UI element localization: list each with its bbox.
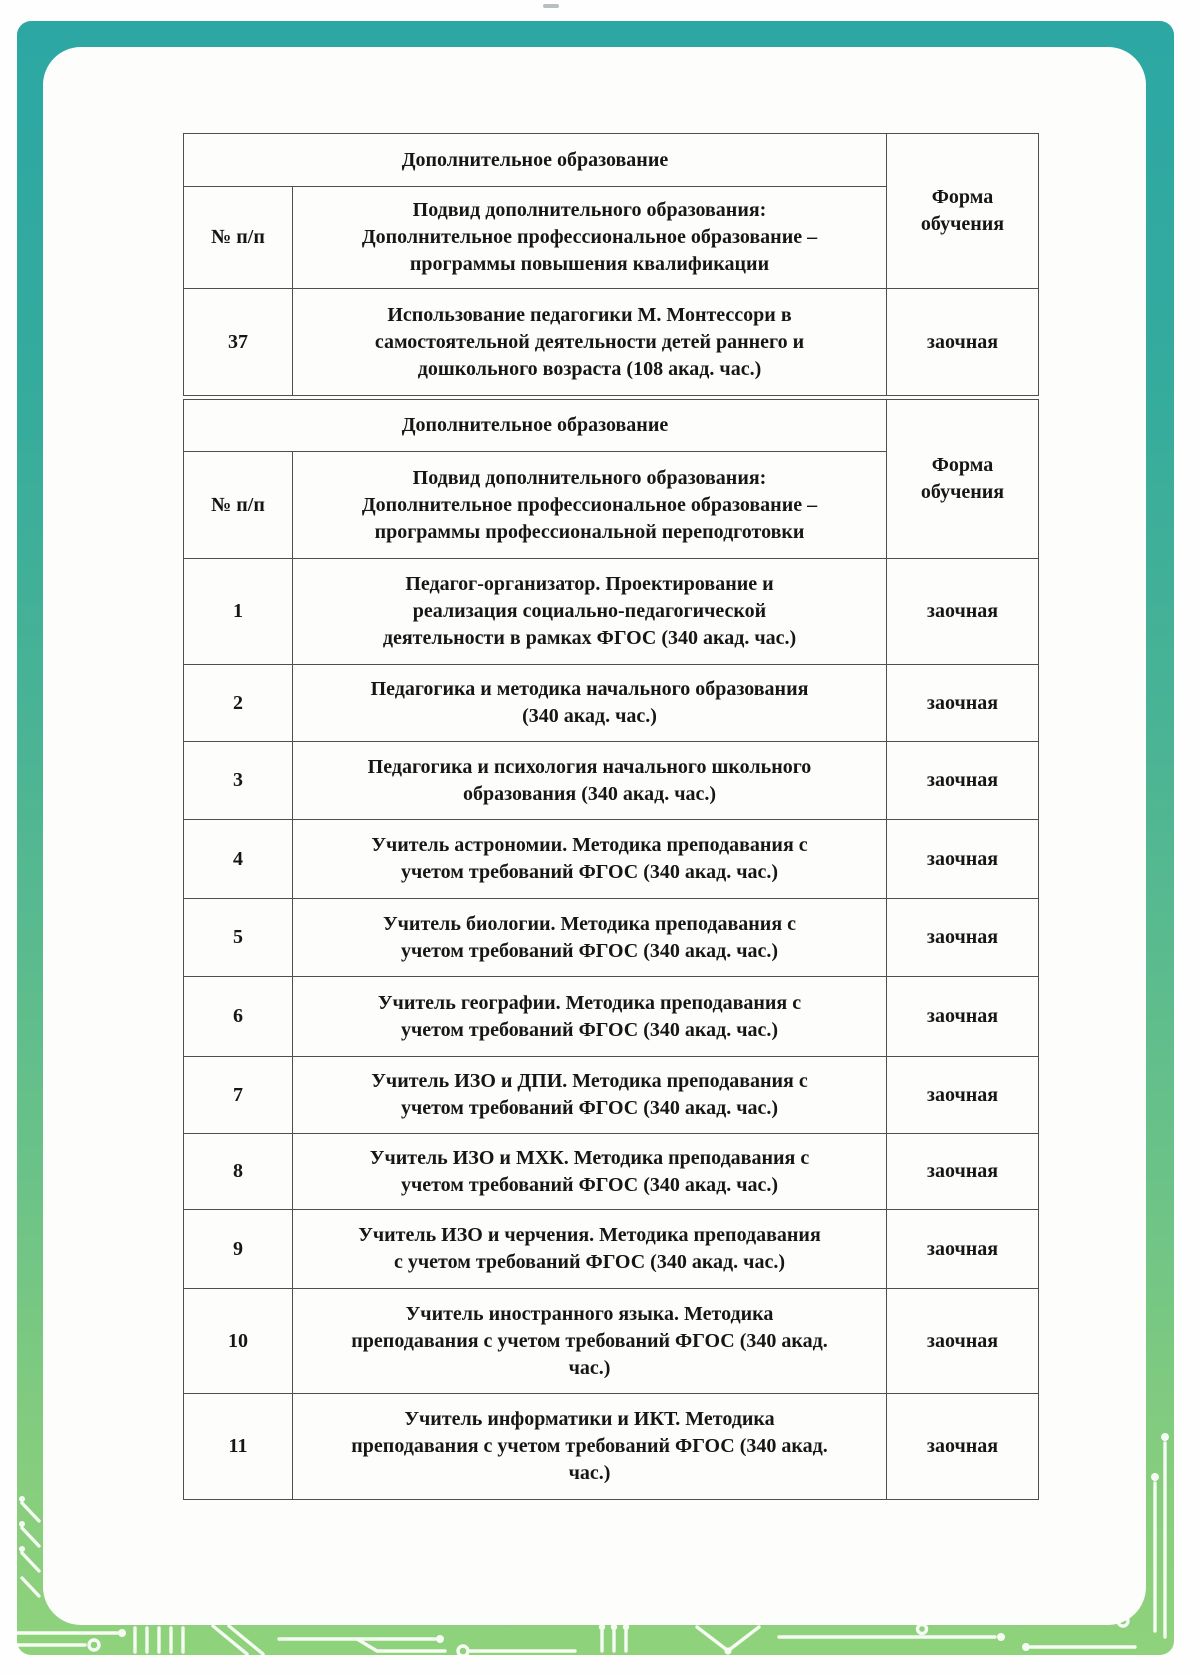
program-name-cell: Учитель астрономии. Методика преподавания с учетом требований ФГОС (340 акад. час.) — [293, 820, 887, 899]
study-form-cell: заочная — [887, 1289, 1039, 1394]
study-form-cell: заочная — [887, 1057, 1039, 1134]
table-row — [184, 820, 1039, 899]
column-header-number: № п/п — [184, 452, 293, 559]
study-form-cell: заочная — [887, 559, 1039, 665]
scan-artifact — [543, 4, 559, 8]
table-row — [184, 899, 1039, 977]
row-number-cell: 37 — [184, 289, 293, 396]
row-number-cell: 4 — [184, 820, 293, 899]
table-title: Дополнительное образование — [184, 400, 887, 452]
column-header-number: № п/п — [184, 187, 293, 289]
row-number-cell: 9 — [184, 1210, 293, 1289]
study-form-cell: заочная — [887, 977, 1039, 1057]
study-form-cell: заочная — [887, 1210, 1039, 1289]
table-row — [184, 742, 1039, 820]
study-form-cell: заочная — [887, 1134, 1039, 1210]
column-header-program: Подвид дополнительного образования: Дополнительное профессиональное образование – программы повышения квалификации — [293, 187, 887, 289]
program-name-cell: Учитель ИЗО и черчения. Методика преподавания с учетом требований ФГОС (340 акад. час.) — [293, 1210, 887, 1289]
education-table-retraining — [183, 399, 1039, 1500]
program-name-cell: Педагогика и методика начального образования (340 акад. час.) — [293, 665, 887, 742]
table-row — [184, 1210, 1039, 1289]
program-name-cell: Учитель ИЗО и ДПИ. Методика преподавания с учетом требований ФГОС (340 акад. час.) — [293, 1057, 887, 1134]
column-header-form: Форма обучения — [887, 400, 1039, 559]
program-name-cell: Учитель ИЗО и МХК. Методика преподавания с учетом требований ФГОС (340 акад. час.) — [293, 1134, 887, 1210]
table-title-row — [184, 400, 1039, 452]
table-row — [184, 1394, 1039, 1500]
table-title: Дополнительное образование — [184, 134, 887, 187]
tables-container — [183, 133, 1038, 1500]
table-row — [184, 559, 1039, 665]
row-number-cell: 1 — [184, 559, 293, 665]
row-number-cell: 8 — [184, 1134, 293, 1210]
study-form-cell: заочная — [887, 289, 1039, 396]
education-table-qualification — [183, 133, 1039, 396]
study-form-cell: заочная — [887, 1394, 1039, 1500]
table-title-row — [184, 134, 1039, 187]
table-row — [184, 977, 1039, 1057]
program-name-cell: Использование педагогики М. Монтессори в самостоятельной деятельности детей раннего и дошкольного возраста (108 акад. час.) — [293, 289, 887, 396]
study-form-cell: заочная — [887, 742, 1039, 820]
program-name-cell: Учитель географии. Методика преподавания с учетом требований ФГОС (340 акад. час.) — [293, 977, 887, 1057]
row-number-cell: 2 — [184, 665, 293, 742]
table-row — [184, 1057, 1039, 1134]
row-number-cell: 10 — [184, 1289, 293, 1394]
row-number-cell: 3 — [184, 742, 293, 820]
study-form-cell: заочная — [887, 820, 1039, 899]
row-number-cell: 7 — [184, 1057, 293, 1134]
table-row — [184, 1289, 1039, 1394]
column-header-form: Форма обучения — [887, 134, 1039, 289]
study-form-cell: заочная — [887, 899, 1039, 977]
program-name-cell: Педагог-организатор. Проектирование и реализация социально-педагогической деятельности в рамках ФГОС (340 акад. час.) — [293, 559, 887, 665]
program-name-cell: Учитель информатики и ИКТ. Методика преподавания с учетом требований ФГОС (340 акад. час.) — [293, 1394, 887, 1500]
table-row — [184, 665, 1039, 742]
table-row — [184, 289, 1039, 396]
program-name-cell: Учитель биологии. Методика преподавания с учетом требований ФГОС (340 акад. час.) — [293, 899, 887, 977]
row-number-cell: 11 — [184, 1394, 293, 1500]
study-form-cell: заочная — [887, 665, 1039, 742]
column-header-program: Подвид дополнительного образования: Дополнительное профессиональное образование – программы профессиональной переподготовки — [293, 452, 887, 559]
program-name-cell: Педагогика и психология начального школьного образования (340 акад. час.) — [293, 742, 887, 820]
program-name-cell: Учитель иностранного языка. Методика преподавания с учетом требований ФГОС (340 акад. час.) — [293, 1289, 887, 1394]
table-row — [184, 1134, 1039, 1210]
row-number-cell: 6 — [184, 977, 293, 1057]
row-number-cell: 5 — [184, 899, 293, 977]
